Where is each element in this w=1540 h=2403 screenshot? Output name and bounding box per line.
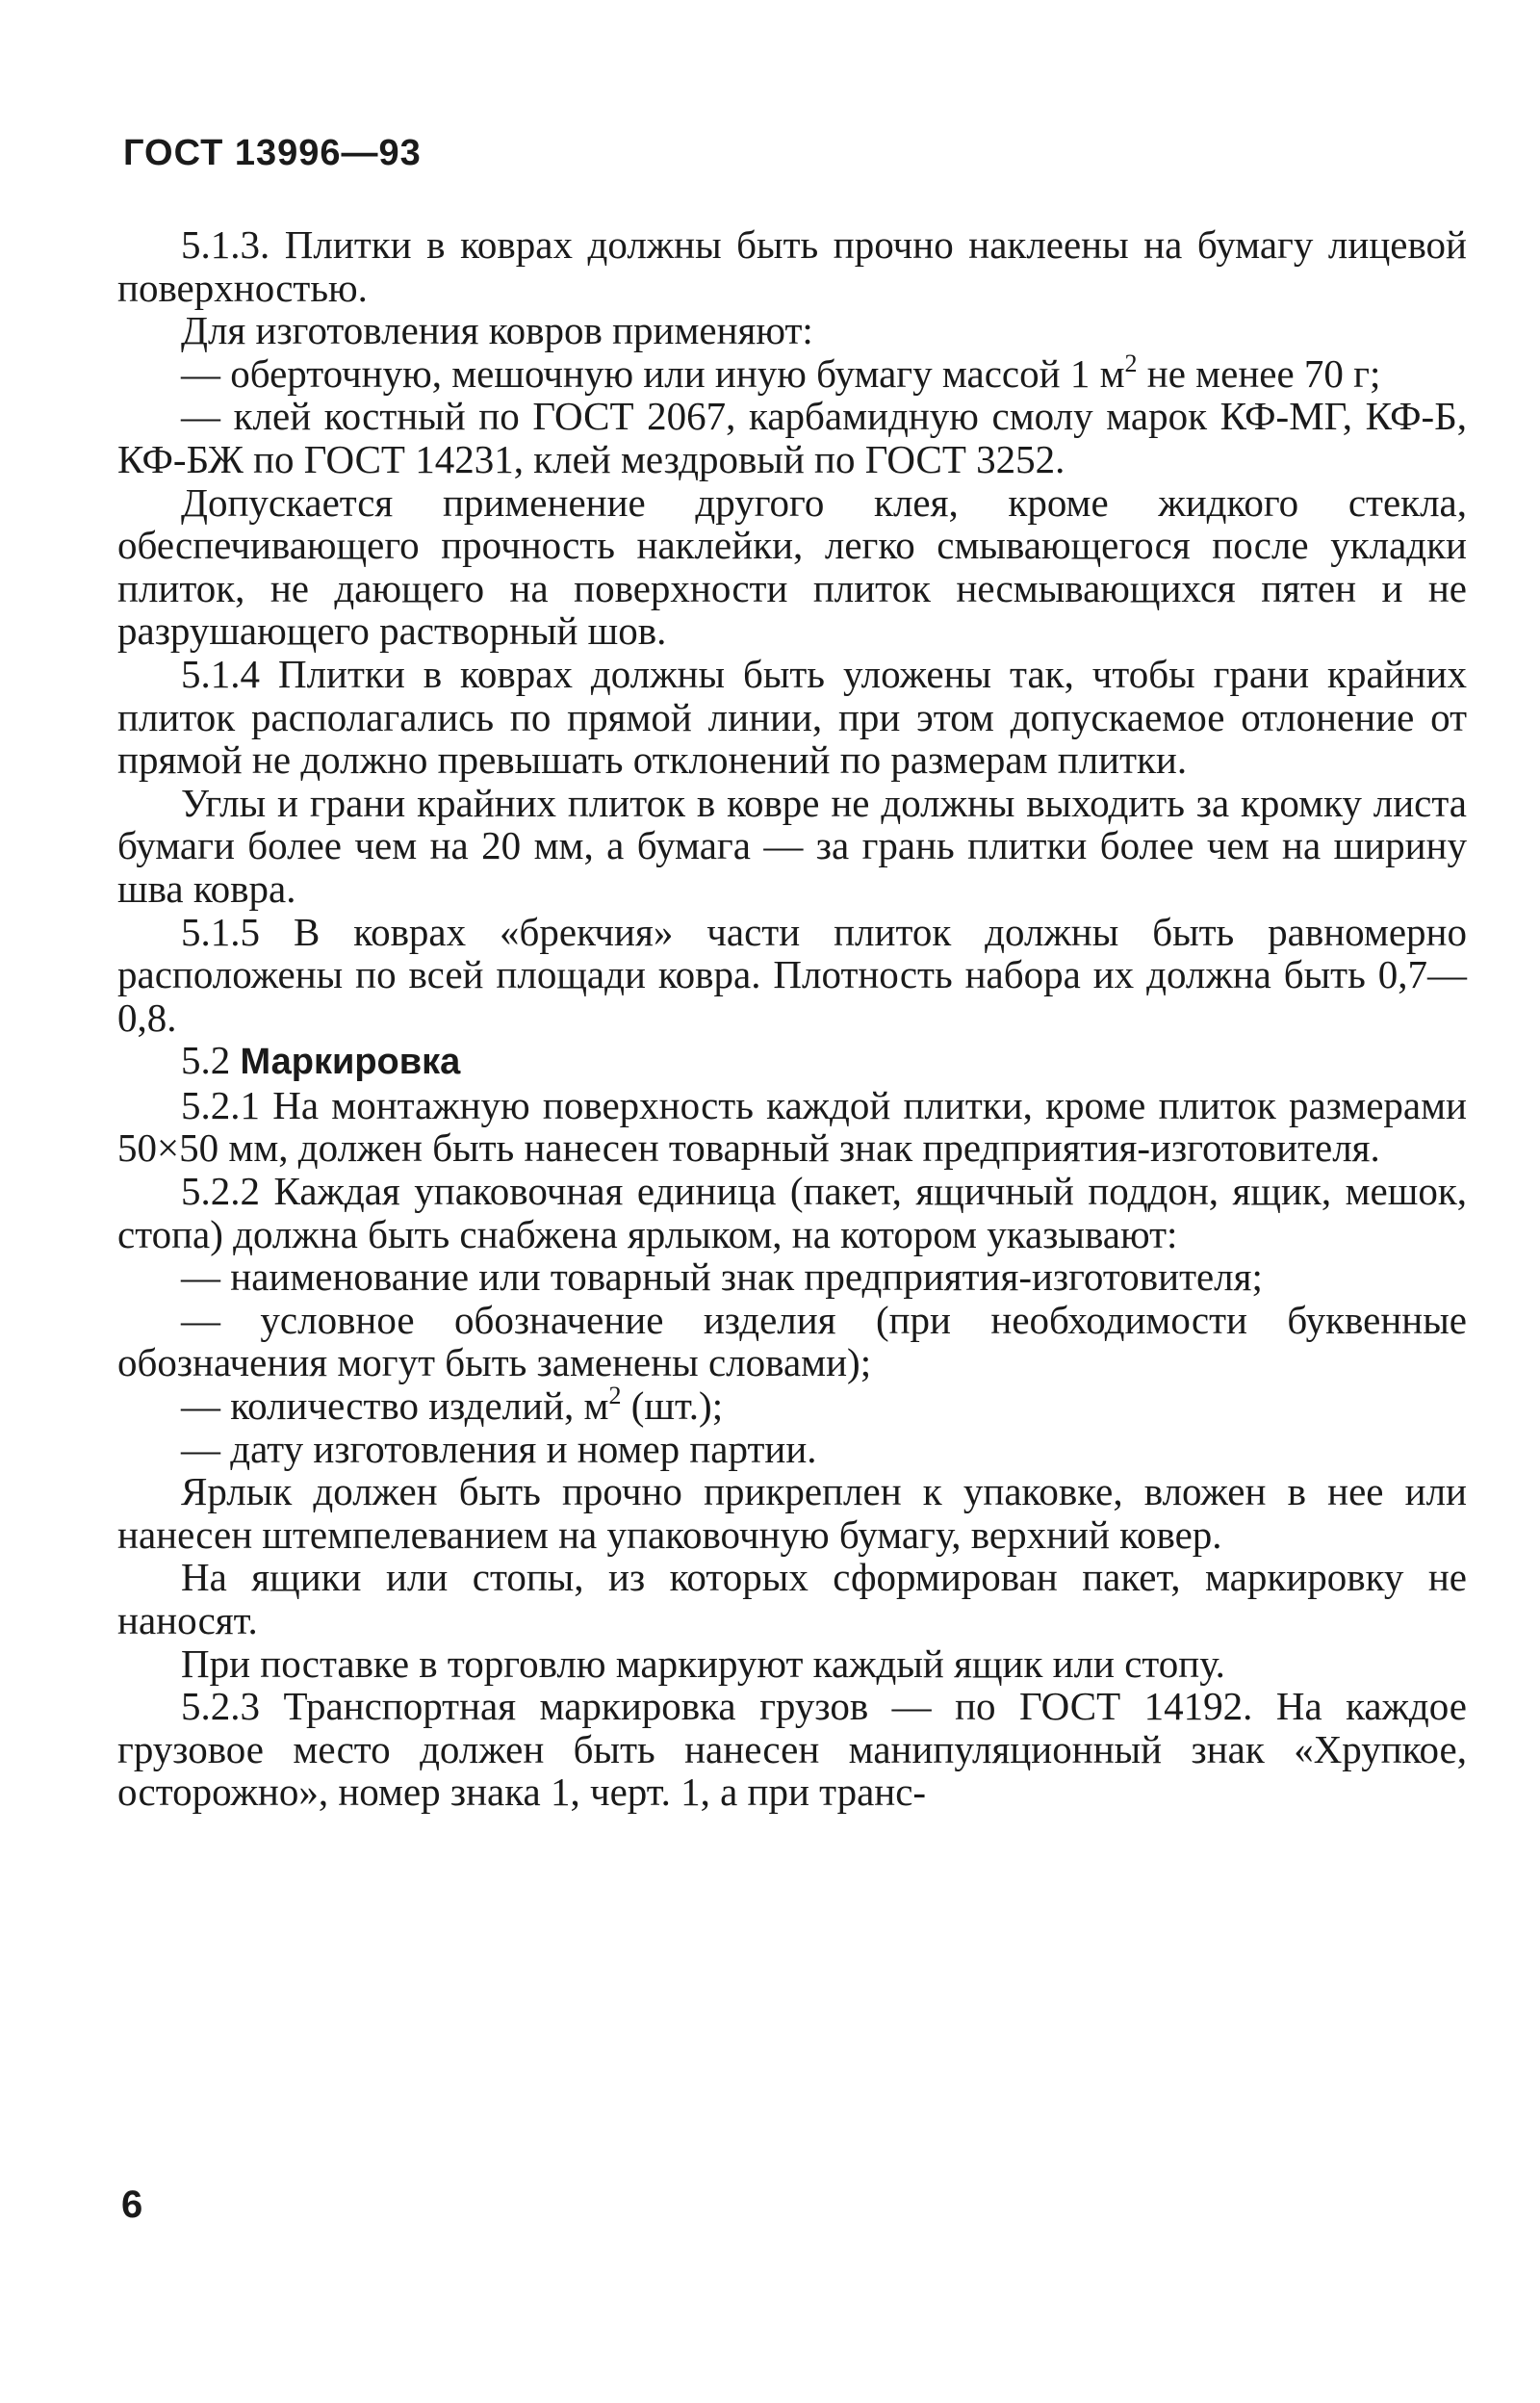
document-body <box>117 223 1467 1814</box>
quantity-text: — количество изделий, м <box>181 1383 609 1429</box>
paragraph-retail: При поставке в торговлю маркируют каждый ящик или стопу. <box>181 1641 1225 1686</box>
paragraph-glue-item: — клей костный по ГОСТ 2067, карбамидную смолу марок КФ-МГ, КФ-Б, КФ-БЖ по ГОСТ 14231, клей мездровый по ГОСТ 3252. <box>117 394 1467 481</box>
document-header: ГОСТ 13996—93 <box>123 133 422 173</box>
superscript-2: 2 <box>1124 349 1138 377</box>
section-title: Маркировка <box>240 1042 461 1083</box>
list-item-quantity <box>117 1384 1467 1428</box>
page-number: 6 <box>121 2183 143 2226</box>
superscript-2: 2 <box>608 1382 622 1410</box>
paragraph-other-glue: Допускается применение другого клея, кроме жидкого стекла, обеспечивающего прочность наклейки, легко смывающегося после укладки плиток, не дающего на поверхности плиток несмывающихся пятен и не разрушающего растворный шов. <box>117 479 1467 654</box>
paper-item-text-end: не менее 70 г; <box>1137 350 1381 396</box>
paragraph-paper-item <box>117 349 1467 396</box>
paragraph-5-2-1: 5.2.1 На монтажную поверхность каждой плитки, кроме плиток размерами 50×50 мм, должен быть нанесен товарный знак предприятия-изготовителя. <box>117 1082 1467 1171</box>
paragraph-5-2-3: 5.2.3 Транспортная маркировка грузов — по ГОСТ 14192. На каждое грузовое место должен быть нанесен манипуляционный знак «Хрупкое, осторожно», номер знака 1, черт. 1, а при транс- <box>117 1684 1467 1815</box>
section-number: 5.2 <box>181 1038 231 1083</box>
section-heading-5-2 <box>117 1039 1467 1084</box>
paragraph-label: Ярлык должен быть прочно прикреплен к упаковке, вложен в нее или нанесен штемпелеванием на упаковочную бумагу, верхний ковер. <box>117 1469 1467 1557</box>
list-item-date: — дату изготовления и номер партии. <box>181 1426 817 1471</box>
paragraph-5-1-3: 5.1.3. Плитки в коврах должны быть прочно наклеены на бумагу лицевой поверхностью. <box>117 222 1467 310</box>
paragraph-materials-intro: Для изготовления ковров применяют: <box>181 308 813 353</box>
paper-item-text: — оберточную, мешочную или иную бумагу массой 1 м <box>181 350 1125 396</box>
paragraph-boxes: На ящики или стопы, из которых сформирован пакет, маркировку не наносят. <box>117 1555 1467 1642</box>
list-item-name: — наименование или товарный знак предприятия-изготовителя; <box>181 1254 1263 1300</box>
paragraph-5-1-5: 5.1.5 В коврах «брекчия» части плиток должны быть равномерно расположены по всей площади ковра. Плотность набора их должна быть 0,7—0,8. <box>117 909 1467 1040</box>
list-item-designation: — условное обозначение изделия (при необходимости буквенные обозначения могут быть заменены словами); <box>117 1297 1467 1385</box>
paragraph-5-2-2: 5.2.2 Каждая упаковочная единица (пакет, ящичный поддон, ящик, мешок, стопа) должна быть снабжена ярлыком, на котором указывают: <box>117 1169 1467 1256</box>
paragraph-corners: Углы и грани крайних плиток в ковре не должны выходить за кромку листа бумаги более чем на 20 мм, а бумага — за грань плитки более чем на ширину шва ковра. <box>117 780 1467 911</box>
paragraph-5-1-4: 5.1.4 Плитки в коврах должны быть уложены так, чтобы грани крайних плиток располагались по прямой линии, при этом допускаемое отлонение от прямой не должно превышать отклонений по размерам плитки. <box>117 651 1467 783</box>
quantity-text-end: (шт.); <box>621 1383 724 1429</box>
